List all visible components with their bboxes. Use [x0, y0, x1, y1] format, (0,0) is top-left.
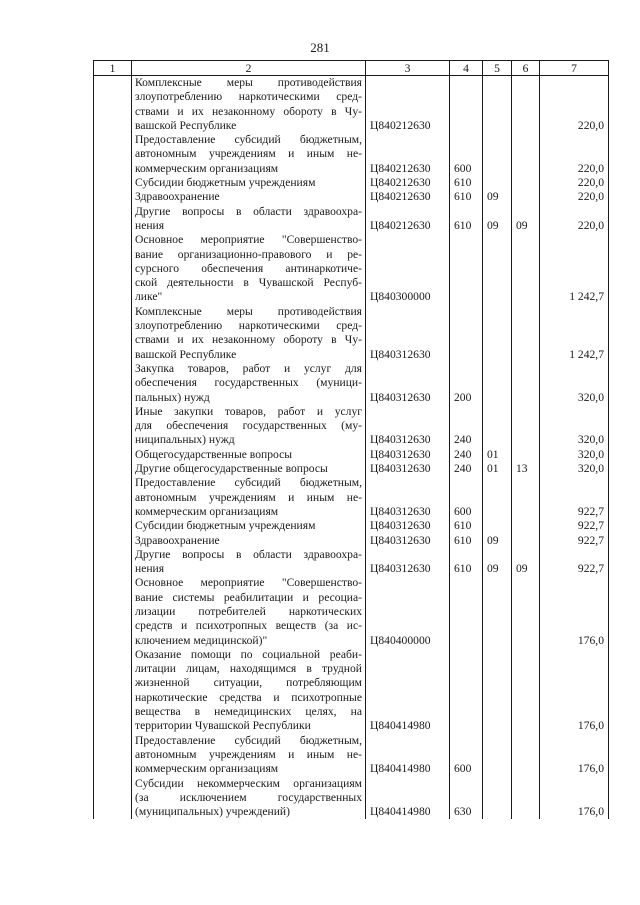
row-name-line: Субсидии бюджетным учреждениям: [135, 519, 316, 533]
row-name-line: автономным учреждениям и иным не-: [135, 490, 362, 504]
amount-cell: 176,0: [540, 777, 609, 820]
row-number-cell: [94, 576, 132, 647]
subsection-cell: [512, 233, 540, 304]
table-row: [94, 233, 609, 304]
table-row: [94, 462, 609, 476]
row-number-cell: [94, 734, 132, 777]
row-number-cell: [94, 76, 132, 134]
row-name-cell: [132, 576, 366, 647]
row-name-line: вашской Республике: [135, 118, 237, 132]
row-name-line: Общегосударственные вопросы: [135, 447, 293, 461]
row-name-line: лике": [135, 290, 163, 304]
section-cell: [483, 648, 512, 734]
row-name-cell: [132, 205, 366, 234]
row-number-cell: [94, 176, 132, 190]
table-row: [94, 548, 609, 577]
table-row: [94, 133, 609, 176]
row-name-line: наркотические средства и психотропные: [135, 690, 362, 704]
row-number-cell: [94, 190, 132, 204]
code-cell: Ц840312630: [366, 448, 450, 462]
row-name-line: Иные закупки товаров, работ и услуг: [135, 404, 362, 418]
column-header: 1: [94, 61, 132, 76]
row-number-cell: [94, 548, 132, 577]
section-cell: [483, 233, 512, 304]
column-header: 5: [483, 61, 512, 76]
row-name-line: ской деятельности в Чувашской Респуб-: [135, 276, 362, 290]
code-cell: Ц840212630: [366, 205, 450, 234]
amount-cell: 1 242,7: [540, 305, 609, 362]
subsection-cell: [512, 534, 540, 548]
section-cell: [483, 305, 512, 362]
amount-cell: 220,0: [540, 205, 609, 234]
subsection-cell: 09: [512, 205, 540, 234]
row-name-line: ствами и их незаконному обороту в Чу-: [135, 104, 362, 118]
row-name-cell: [132, 305, 366, 362]
section-cell: [483, 519, 512, 533]
expense-type-cell: 610: [450, 519, 483, 533]
subsection-cell: [512, 448, 540, 462]
row-name-cell: [132, 362, 366, 405]
code-cell: Ц840414980: [366, 734, 450, 777]
row-name-line: автономным учреждениям и иным не-: [135, 747, 362, 761]
row-name-line: обеспечения государственных (муници-: [135, 376, 362, 390]
code-cell: Ц840312630: [366, 405, 450, 448]
row-name-line: Основное мероприятие "Совершенство-: [135, 576, 362, 590]
row-name-line: Закупка товаров, работ и услуг для: [135, 361, 362, 375]
column-header: 2: [132, 61, 366, 76]
column-header: 7: [540, 61, 609, 76]
subsection-cell: [512, 176, 540, 190]
budget-table: [93, 60, 609, 819]
table-row: [94, 777, 609, 820]
code-cell: Ц840414980: [366, 777, 450, 820]
row-name-line: ниципальных) нужд: [135, 433, 235, 447]
row-name-cell: [132, 534, 366, 548]
row-name-line: Здравоохранение: [135, 190, 220, 204]
subsection-cell: [512, 734, 540, 777]
row-name-line: Комплексные меры противодействия: [135, 304, 362, 318]
amount-cell: 220,0: [540, 76, 609, 134]
row-name-line: средств и психотропных веществ (за ис-: [135, 619, 362, 633]
row-number-cell: [94, 205, 132, 234]
section-cell: [483, 176, 512, 190]
expense-type-cell: [450, 76, 483, 134]
row-number-cell: [94, 519, 132, 533]
expense-type-cell: 600: [450, 734, 483, 777]
row-name-line: коммерческим организациям: [135, 762, 279, 776]
row-name-line: лизации потребителей наркотических: [135, 604, 362, 618]
table-row: [94, 576, 609, 647]
amount-cell: 176,0: [540, 576, 609, 647]
row-name-line: коммерческим организациям: [135, 504, 279, 518]
row-number-cell: [94, 462, 132, 476]
code-cell: Ц840312630: [366, 476, 450, 519]
row-name-line: для обеспечения государственных (му-: [135, 419, 362, 433]
row-name-line: вание системы реабилитации и ресоциа-: [135, 590, 362, 604]
row-name-line: Другие общегосударственные вопросы: [135, 462, 328, 476]
code-cell: Ц840312630: [366, 534, 450, 548]
section-cell: [483, 405, 512, 448]
row-name-line: (муниципальных) учреждений): [135, 805, 290, 819]
row-name-line: Другие вопросы в области здравоохра-: [135, 547, 362, 561]
row-name-line: Субсидии бюджетным учреждениям: [135, 176, 316, 190]
row-name-line: Оказание помощи по социальной реаби-: [135, 647, 362, 661]
row-name-cell: [132, 462, 366, 476]
code-cell: Ц840312630: [366, 462, 450, 476]
subsection-cell: 13: [512, 462, 540, 476]
section-cell: [483, 576, 512, 647]
subsection-cell: [512, 362, 540, 405]
amount-cell: 320,0: [540, 405, 609, 448]
subsection-cell: [512, 576, 540, 647]
row-name-line: литации лицам, находящимся в трудной: [135, 662, 362, 676]
row-name-line: вание организационно-правового и ре-: [135, 247, 362, 261]
table-row: [94, 534, 609, 548]
section-cell: [483, 476, 512, 519]
row-name-line: территории Чувашской Республики: [135, 719, 311, 733]
row-name-line: автономным учреждениям и иным не-: [135, 147, 362, 161]
table-row: [94, 190, 609, 204]
row-name-line: Основное мероприятие "Совершенство-: [135, 233, 362, 247]
table-row: [94, 176, 609, 190]
row-number-cell: [94, 534, 132, 548]
subsection-cell: 09: [512, 548, 540, 577]
expense-type-cell: 610: [450, 534, 483, 548]
table-row: [94, 448, 609, 462]
row-name-line: ствами и их незаконному обороту в Чу-: [135, 333, 362, 347]
row-name-line: злоупотреблению наркотическими сред-: [135, 319, 362, 333]
row-name-cell: [132, 519, 366, 533]
section-cell: [483, 76, 512, 134]
code-cell: Ц840312630: [366, 548, 450, 577]
row-name-line: нения: [135, 562, 165, 576]
row-name-line: Предоставление субсидий бюджетным,: [135, 733, 362, 747]
code-cell: Ц840312630: [366, 305, 450, 362]
expense-type-cell: 610: [450, 205, 483, 234]
subsection-cell: [512, 305, 540, 362]
row-name-line: пальных) нужд: [135, 390, 210, 404]
row-number-cell: [94, 448, 132, 462]
row-name-line: жизненной ситуации, потребляющим: [135, 676, 362, 690]
subsection-cell: [512, 133, 540, 176]
row-name-cell: [132, 448, 366, 462]
code-cell: Ц840312630: [366, 519, 450, 533]
expense-type-cell: 610: [450, 548, 483, 577]
row-number-cell: [94, 777, 132, 820]
amount-cell: 320,0: [540, 362, 609, 405]
row-name-line: Субсидии некоммерческим организациям: [135, 776, 362, 790]
row-name-line: злоупотреблению наркотическими сред-: [135, 90, 362, 104]
row-name-line: вещества в немедицинских целях, на: [135, 705, 362, 719]
row-name-cell: [132, 133, 366, 176]
row-number-cell: [94, 133, 132, 176]
amount-cell: 320,0: [540, 462, 609, 476]
row-name-cell: [132, 476, 366, 519]
row-name-line: Здравоохранение: [135, 533, 220, 547]
table-row: [94, 205, 609, 234]
table-row: [94, 76, 609, 134]
amount-cell: 220,0: [540, 176, 609, 190]
amount-cell: 922,7: [540, 476, 609, 519]
section-cell: 09: [483, 548, 512, 577]
code-cell: Ц840312630: [366, 362, 450, 405]
row-name-cell: [132, 76, 366, 134]
section-cell: 09: [483, 205, 512, 234]
row-name-line: (за исключением государственных: [135, 790, 362, 804]
amount-cell: 922,7: [540, 548, 609, 577]
expense-type-cell: 610: [450, 176, 483, 190]
expense-type-cell: 630: [450, 777, 483, 820]
subsection-cell: [512, 519, 540, 533]
amount-cell: 922,7: [540, 519, 609, 533]
row-number-cell: [94, 476, 132, 519]
row-name-cell: [132, 233, 366, 304]
amount-cell: 220,0: [540, 133, 609, 176]
row-name-line: ключением медицинской)": [135, 633, 268, 647]
page-number: 281: [310, 40, 330, 55]
expense-type-cell: 200: [450, 362, 483, 405]
row-name-line: сурсного обеспечения антинаркотиче-: [135, 261, 362, 275]
row-number-cell: [94, 305, 132, 362]
amount-cell: 1 242,7: [540, 233, 609, 304]
row-name-line: коммерческим организациям: [135, 161, 279, 175]
row-name-line: нения: [135, 218, 165, 232]
expense-type-cell: [450, 648, 483, 734]
expense-type-cell: 240: [450, 462, 483, 476]
row-name-cell: [132, 190, 366, 204]
amount-cell: 220,0: [540, 190, 609, 204]
row-number-cell: [94, 405, 132, 448]
column-header: 3: [366, 61, 450, 76]
code-cell: Ц840414980: [366, 648, 450, 734]
expense-type-cell: [450, 305, 483, 362]
row-name-cell: [132, 405, 366, 448]
expense-type-cell: 610: [450, 190, 483, 204]
row-name-cell: [132, 176, 366, 190]
section-cell: 01: [483, 462, 512, 476]
expense-type-cell: 240: [450, 405, 483, 448]
table-row: [94, 362, 609, 405]
section-cell: [483, 362, 512, 405]
section-cell: 09: [483, 534, 512, 548]
table-row: [94, 305, 609, 362]
row-name-cell: [132, 734, 366, 777]
subsection-cell: [512, 190, 540, 204]
code-cell: Ц840212630: [366, 190, 450, 204]
table-row: [94, 476, 609, 519]
subsection-cell: [512, 476, 540, 519]
row-name-line: Предоставление субсидий бюджетным,: [135, 133, 362, 147]
table-row: [94, 405, 609, 448]
table-row: [94, 734, 609, 777]
code-cell: Ц840212630: [366, 176, 450, 190]
subsection-cell: [512, 648, 540, 734]
section-cell: 09: [483, 190, 512, 204]
expense-type-cell: [450, 576, 483, 647]
code-cell: Ц840400000: [366, 576, 450, 647]
table-row: [94, 648, 609, 734]
row-number-cell: [94, 648, 132, 734]
section-cell: [483, 777, 512, 820]
amount-cell: 176,0: [540, 648, 609, 734]
amount-cell: 922,7: [540, 534, 609, 548]
row-name-line: Другие вопросы в области здравоохра-: [135, 204, 362, 218]
section-cell: [483, 734, 512, 777]
subsection-cell: [512, 777, 540, 820]
row-name-line: Комплексные меры противодействия: [135, 76, 362, 89]
column-header: 6: [512, 61, 540, 76]
section-cell: 01: [483, 448, 512, 462]
subsection-cell: [512, 76, 540, 134]
row-number-cell: [94, 362, 132, 405]
table-row: [94, 519, 609, 533]
code-cell: Ц840300000: [366, 233, 450, 304]
amount-cell: 176,0: [540, 734, 609, 777]
row-name-cell: [132, 548, 366, 577]
row-name-cell: [132, 648, 366, 734]
table-body: [94, 76, 609, 820]
expense-type-cell: 600: [450, 476, 483, 519]
column-header: 4: [450, 61, 483, 76]
code-cell: Ц840212630: [366, 76, 450, 134]
row-name-line: Предоставление субсидий бюджетным,: [135, 476, 362, 490]
row-number-cell: [94, 233, 132, 304]
expense-type-cell: 240: [450, 448, 483, 462]
section-cell: [483, 133, 512, 176]
code-cell: Ц840212630: [366, 133, 450, 176]
subsection-cell: [512, 405, 540, 448]
row-name-line: вашской Республике: [135, 347, 237, 361]
table-header-row: [94, 61, 609, 76]
expense-type-cell: 600: [450, 133, 483, 176]
expense-type-cell: [450, 233, 483, 304]
amount-cell: 320,0: [540, 448, 609, 462]
row-name-cell: [132, 777, 366, 820]
